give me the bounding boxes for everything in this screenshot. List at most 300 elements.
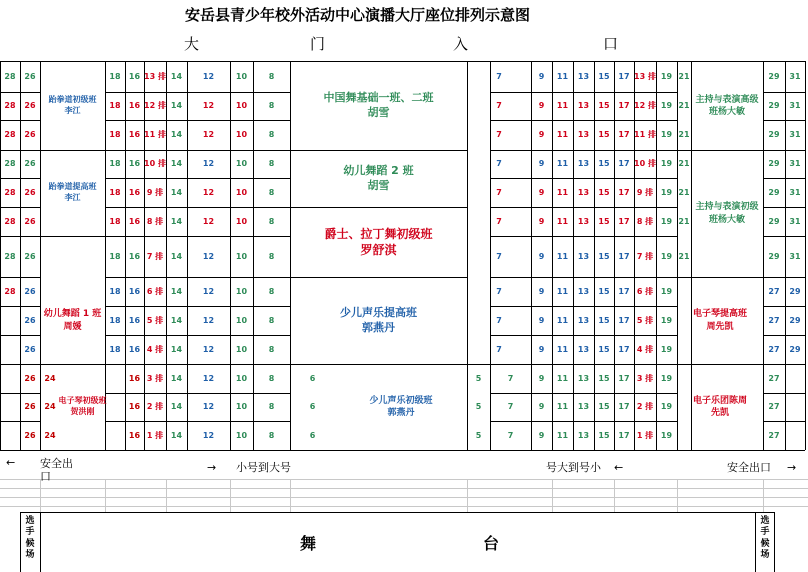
seat-number: 29 bbox=[768, 216, 780, 226]
grid-line bbox=[763, 364, 805, 365]
group-line: 少儿声乐初级班 bbox=[369, 395, 433, 406]
seat-number: 28 bbox=[4, 187, 16, 197]
seat-number: 15 bbox=[598, 101, 610, 110]
seat-number: 29 bbox=[789, 344, 801, 354]
class-group-right-mid bbox=[691, 150, 763, 277]
seat-number: 8 bbox=[268, 159, 275, 168]
seat-number: 13 bbox=[577, 130, 590, 139]
seat-number: 12 bbox=[202, 286, 215, 296]
seat-number: 10 bbox=[235, 344, 248, 354]
seat-number: 15 bbox=[598, 187, 610, 197]
seat-number: 7 bbox=[496, 344, 502, 354]
grid-line bbox=[40, 479, 41, 512]
seat-number: 16 bbox=[128, 344, 141, 354]
seat-number: 15 bbox=[598, 130, 610, 139]
seat-number: 16 bbox=[128, 402, 141, 411]
seat-number: 27 bbox=[768, 373, 780, 383]
seat-number: 29 bbox=[768, 101, 780, 110]
grid-line bbox=[105, 120, 290, 121]
seat-number: 28 bbox=[4, 216, 16, 226]
class-group-center-4 bbox=[290, 277, 467, 364]
seat-number: 31 bbox=[789, 216, 801, 226]
grid-line bbox=[467, 364, 490, 365]
seat-number: 26 bbox=[24, 373, 36, 383]
grid-line bbox=[105, 479, 106, 512]
seat-number: 14 bbox=[170, 130, 183, 139]
seat-number: 14 bbox=[170, 251, 183, 261]
seat-number: 7 bbox=[496, 101, 502, 110]
seat-number: 17 bbox=[618, 315, 630, 325]
seat-number: 7 排 bbox=[636, 251, 654, 261]
seat-number: 28 bbox=[4, 101, 16, 110]
group-line: 李江 bbox=[64, 193, 81, 202]
seat-number: 9 bbox=[538, 286, 545, 296]
seat-number: 19 bbox=[660, 216, 673, 226]
seat-number: 17 bbox=[618, 216, 630, 226]
arrow-left-icon: ← bbox=[6, 456, 16, 469]
seat-number: 15 bbox=[598, 402, 610, 411]
seat-number: 28 bbox=[4, 72, 16, 81]
grid-line bbox=[105, 236, 290, 237]
seat-number: 9 bbox=[538, 402, 545, 411]
class-group-left-top bbox=[40, 62, 105, 150]
class-group-center-3 bbox=[290, 207, 467, 277]
seat-number: 1 排 bbox=[146, 430, 164, 440]
group-line: 少儿声乐提高班 bbox=[340, 305, 417, 319]
grid-line bbox=[0, 479, 808, 480]
seat-number: 29 bbox=[768, 159, 780, 168]
seat-number: 21 bbox=[678, 216, 690, 226]
class-group-left-front bbox=[40, 364, 125, 450]
seat-number: 18 bbox=[109, 72, 121, 81]
seat-number: 6 排 bbox=[636, 286, 654, 296]
seat-number: 12 bbox=[202, 159, 215, 168]
seat-number: 31 bbox=[789, 130, 801, 139]
seat-number: 14 bbox=[170, 159, 183, 168]
seat-number: 6 排 bbox=[146, 286, 164, 296]
seat-number: 21 bbox=[678, 101, 690, 110]
seat-number: 12 bbox=[202, 216, 215, 226]
seat-number: 1 排 bbox=[636, 430, 654, 440]
grid-line bbox=[805, 61, 806, 450]
seat-number: 8 bbox=[268, 216, 275, 226]
stage-label-left: 舞 bbox=[300, 534, 317, 553]
seat-number: 16 bbox=[128, 187, 141, 197]
arrow-right-icon-2: → bbox=[787, 461, 797, 474]
grid-line bbox=[763, 306, 805, 307]
seat-number: 9 bbox=[538, 187, 545, 197]
seat-number: 12 bbox=[202, 402, 215, 411]
seat-number: 12 bbox=[202, 344, 215, 354]
seat-number: 27 bbox=[768, 430, 780, 440]
seat-number: 19 bbox=[660, 101, 673, 110]
seat-number: 19 bbox=[660, 286, 673, 296]
grid-line bbox=[763, 335, 805, 336]
seat-number: 11 排 bbox=[634, 130, 656, 139]
stage-top-border bbox=[20, 512, 774, 513]
seat-number: 10 bbox=[235, 187, 248, 197]
grid-line bbox=[467, 479, 468, 512]
grid-line bbox=[490, 306, 677, 307]
seat-number: 26 bbox=[24, 159, 36, 168]
seat-number: 29 bbox=[789, 315, 801, 325]
seat-number: 8 bbox=[268, 402, 275, 411]
seat-number: 12 排 bbox=[144, 101, 166, 110]
grid-line bbox=[105, 178, 290, 179]
door-char-2: 门 bbox=[310, 35, 326, 53]
seat-number: 2 排 bbox=[636, 402, 654, 411]
group-line: 胡雪 bbox=[367, 106, 390, 119]
seat-number: 7 bbox=[496, 315, 502, 325]
seat-number: 17 bbox=[618, 72, 630, 81]
seat-number: 10 bbox=[235, 286, 248, 296]
grid-line bbox=[105, 277, 290, 278]
seat-number: 3 排 bbox=[146, 373, 164, 383]
grid-line bbox=[677, 479, 678, 512]
seat-number: 12 排 bbox=[634, 101, 656, 110]
grid-line bbox=[490, 92, 677, 93]
seat-number: 12 bbox=[202, 430, 215, 440]
seat-number: 9 bbox=[538, 159, 545, 168]
seat-number: 26 bbox=[24, 187, 36, 197]
grid-line bbox=[763, 178, 805, 179]
seat-number: 17 bbox=[618, 430, 630, 440]
page-title: 安岳县青少年校外活动中心演播大厅座位排列示意图 bbox=[185, 6, 531, 24]
seat-number: 19 bbox=[660, 187, 673, 197]
seat-number: 18 bbox=[109, 251, 121, 261]
seat-number: 9 bbox=[538, 216, 545, 226]
seat-number: 28 bbox=[4, 130, 16, 139]
grid-line bbox=[105, 150, 290, 151]
grid-line bbox=[105, 92, 290, 93]
seat-number: 15 bbox=[598, 159, 610, 168]
seat-number: 31 bbox=[789, 251, 801, 261]
seat-number: 4 排 bbox=[636, 344, 654, 354]
seat-number: 27 bbox=[768, 315, 780, 325]
seat-number: 14 bbox=[170, 286, 183, 296]
seat-number: 7 bbox=[496, 159, 502, 168]
group-line: 班杨大敏 bbox=[708, 107, 745, 117]
seat-number: 10 排 bbox=[144, 159, 166, 168]
seat-number: 18 bbox=[109, 101, 121, 110]
seat-number: 13 排 bbox=[144, 72, 166, 81]
seat-number: 12 bbox=[202, 101, 215, 110]
seat-number: 11 bbox=[556, 315, 569, 325]
seat-number: 26 bbox=[24, 130, 36, 139]
seat-number: 10 bbox=[235, 402, 248, 411]
grid-line bbox=[763, 236, 805, 237]
grid-line bbox=[230, 479, 231, 512]
seat-number: 21 bbox=[678, 251, 690, 261]
group-line: 幼儿舞蹈 2 班 bbox=[343, 163, 414, 177]
seat-number: 19 bbox=[660, 315, 673, 325]
seat-number: 15 bbox=[598, 373, 610, 383]
grid-line bbox=[552, 479, 553, 512]
grid-line bbox=[105, 393, 290, 394]
seat-number: 13 bbox=[577, 251, 590, 261]
seat-number: 14 bbox=[170, 72, 183, 81]
seat-number: 10 bbox=[235, 159, 248, 168]
seat-number: 12 bbox=[202, 251, 215, 261]
seat-number: 10 bbox=[235, 373, 248, 383]
exit-right-label: 安全出口 bbox=[727, 461, 771, 474]
seat-number: 8 bbox=[268, 315, 275, 325]
seat-number: 19 bbox=[660, 373, 673, 383]
seat-number: 7 bbox=[496, 286, 502, 296]
seat-number: 14 bbox=[170, 373, 183, 383]
seat-number: 8 bbox=[268, 373, 275, 383]
seat-number: 9 bbox=[538, 373, 545, 383]
seat-number: 5 bbox=[475, 402, 482, 411]
seat-number: 13 bbox=[577, 72, 590, 81]
grid-line bbox=[187, 364, 230, 365]
group-line: 主持与表演高级 bbox=[695, 94, 759, 105]
grid-line bbox=[763, 207, 805, 208]
seat-number: 27 bbox=[768, 402, 780, 411]
seat-number: 16 bbox=[128, 286, 141, 296]
seat-number: 11 bbox=[556, 430, 569, 440]
seat-number: 10 bbox=[235, 251, 248, 261]
group-line: 先凯 bbox=[710, 408, 729, 418]
seat-number: 11 bbox=[556, 373, 569, 383]
seat-number: 11 bbox=[556, 187, 569, 197]
seat-number: 11 bbox=[556, 286, 569, 296]
seat-number: 26 bbox=[24, 101, 36, 110]
grid-line bbox=[490, 207, 677, 208]
seat-number: 11 bbox=[556, 216, 569, 226]
stage-left-border bbox=[20, 512, 21, 572]
grid-line bbox=[763, 150, 805, 151]
group-line: 电子琴初级班 bbox=[58, 396, 107, 406]
seat-number: 18 bbox=[109, 344, 121, 354]
seat-number: 9 排 bbox=[636, 187, 654, 197]
seat-number: 26 bbox=[24, 72, 36, 81]
grid-line bbox=[763, 120, 805, 121]
grid-line bbox=[763, 421, 805, 422]
seat-number: 13 bbox=[577, 373, 590, 383]
grid-line bbox=[763, 277, 805, 278]
grid-line bbox=[490, 335, 677, 336]
large-to-small-label: 号大到号小 bbox=[546, 461, 601, 474]
small-to-large-label: 小号到大号 bbox=[236, 461, 291, 474]
seat-number: 28 bbox=[4, 251, 16, 261]
seat-number: 16 bbox=[128, 216, 141, 226]
grid-line bbox=[40, 236, 105, 237]
class-group-center-5 bbox=[335, 364, 467, 450]
group-line: 跆拳道提高班 bbox=[48, 182, 97, 192]
seat-number: 21 bbox=[678, 159, 690, 168]
seat-number: 7 bbox=[507, 373, 514, 383]
group-line: 主持与表演初级 bbox=[695, 202, 759, 213]
seat-number: 10 bbox=[235, 430, 248, 440]
seat-number: 26 bbox=[24, 286, 36, 296]
seat-number: 19 bbox=[660, 430, 673, 440]
seat-number: 10 bbox=[235, 101, 248, 110]
seat-number: 18 bbox=[109, 130, 121, 139]
seat-number: 21 bbox=[678, 130, 690, 139]
seat-number: 14 bbox=[170, 101, 183, 110]
exit-left-label: 安全出口 bbox=[40, 457, 73, 484]
seat-number: 26 bbox=[24, 216, 36, 226]
seat-number: 7 bbox=[496, 187, 502, 197]
seat-number: 21 bbox=[678, 72, 690, 81]
seat-number: 11 bbox=[556, 72, 569, 81]
seat-number: 7 bbox=[507, 402, 514, 411]
seat-number: 7 排 bbox=[146, 251, 164, 261]
grid-line bbox=[763, 393, 805, 394]
seat-number: 18 bbox=[109, 315, 121, 325]
seat-number: 14 bbox=[170, 344, 183, 354]
group-line: 周先凯 bbox=[706, 321, 734, 332]
seat-number: 14 bbox=[170, 402, 183, 411]
arrow-right-icon: → bbox=[207, 461, 217, 474]
class-group-right-front bbox=[677, 364, 763, 450]
seat-number: 16 bbox=[128, 430, 141, 440]
seat-number: 26 bbox=[24, 344, 36, 354]
seat-number: 18 bbox=[109, 286, 121, 296]
group-line: 郭燕丹 bbox=[362, 320, 395, 334]
seat-number: 27 bbox=[768, 344, 780, 354]
seat-number: 5 bbox=[475, 373, 482, 383]
seat-number: 4 排 bbox=[146, 344, 164, 354]
seat-number: 12 bbox=[202, 315, 215, 325]
grid-line bbox=[105, 306, 290, 307]
seat-number: 8 排 bbox=[146, 216, 164, 226]
seat-number: 19 bbox=[660, 344, 673, 354]
seat-number: 29 bbox=[768, 251, 780, 261]
seat-number: 12 bbox=[202, 130, 215, 139]
seat-number: 24 bbox=[44, 373, 56, 383]
seat-number: 10 bbox=[235, 72, 248, 81]
seat-number: 8 排 bbox=[636, 216, 654, 226]
seat-number: 12 bbox=[202, 187, 215, 197]
group-line: 跆拳道初级班 bbox=[48, 95, 97, 105]
group-line: 幼儿舞蹈 1 班 bbox=[43, 309, 102, 320]
door-char-3: 入 bbox=[453, 35, 469, 53]
seat-number: 9 bbox=[538, 101, 545, 110]
seat-number: 14 bbox=[170, 315, 183, 325]
seat-number: 9 bbox=[538, 430, 545, 440]
class-group-center-1 bbox=[290, 62, 467, 150]
seat-number: 14 bbox=[170, 187, 183, 197]
seat-number: 16 bbox=[128, 72, 141, 81]
seat-number: 13 bbox=[577, 216, 590, 226]
seat-number: 12 bbox=[202, 373, 215, 383]
class-group-left-mid bbox=[40, 150, 105, 236]
seat-number: 31 bbox=[789, 159, 801, 168]
seat-number: 26 bbox=[24, 251, 36, 261]
grid-line bbox=[763, 479, 764, 512]
seat-number: 18 bbox=[109, 187, 121, 197]
seat-number: 31 bbox=[789, 101, 801, 110]
seat-number: 16 bbox=[128, 251, 141, 261]
seat-number: 13 bbox=[577, 286, 590, 296]
seat-number: 11 bbox=[556, 251, 569, 261]
grid-line bbox=[0, 497, 808, 498]
seat-number: 26 bbox=[24, 402, 36, 411]
seat-number: 17 bbox=[618, 187, 630, 197]
seat-number: 16 bbox=[128, 159, 141, 168]
seat-number: 19 bbox=[660, 402, 673, 411]
seat-number: 31 bbox=[789, 72, 801, 81]
wait-area-right: 选手候场 bbox=[760, 516, 770, 560]
wait-right-border bbox=[755, 512, 756, 572]
seat-number: 17 bbox=[618, 130, 630, 139]
seat-number: 15 bbox=[598, 430, 610, 440]
seat-number: 7 bbox=[507, 430, 514, 440]
grid-line bbox=[490, 178, 677, 179]
seat-number: 10 排 bbox=[634, 159, 656, 168]
seat-number: 6 bbox=[309, 373, 316, 383]
seat-number: 29 bbox=[789, 286, 801, 296]
group-line: 周媛 bbox=[63, 321, 82, 332]
grid-line bbox=[0, 506, 808, 507]
seat-number: 8 bbox=[268, 130, 275, 139]
seat-number: 29 bbox=[768, 72, 780, 81]
seat-number: 17 bbox=[618, 159, 630, 168]
seat-number: 8 bbox=[268, 101, 275, 110]
group-line: 中国舞基础一班、二班 bbox=[323, 91, 434, 105]
seat-number: 8 bbox=[268, 344, 275, 354]
grid-line bbox=[490, 364, 677, 365]
seat-number: 13 排 bbox=[634, 72, 656, 81]
seat-number: 13 bbox=[577, 187, 590, 197]
door-char-1: 大 bbox=[184, 35, 200, 53]
seat-number: 15 bbox=[598, 286, 610, 296]
seat-number: 13 bbox=[577, 159, 590, 168]
seat-number: 14 bbox=[170, 430, 183, 440]
seat-number: 18 bbox=[109, 159, 121, 168]
grid-line bbox=[763, 92, 805, 93]
group-line: 班杨大敏 bbox=[708, 214, 745, 225]
group-line: 李江 bbox=[64, 106, 81, 115]
door-char-4: 口 bbox=[603, 35, 619, 53]
grid-line bbox=[490, 120, 677, 121]
group-line: 电子琴提高班 bbox=[692, 309, 747, 320]
seat-number: 19 bbox=[660, 130, 673, 139]
seat-number: 27 bbox=[768, 286, 780, 296]
seat-number: 13 bbox=[577, 315, 590, 325]
stage-label-right: 台 bbox=[483, 534, 500, 553]
grid-line bbox=[0, 488, 808, 489]
seat-number: 13 bbox=[577, 430, 590, 440]
seat-number: 12 bbox=[202, 72, 215, 81]
arrow-left-icon-2: ← bbox=[614, 461, 624, 474]
seat-number: 9 bbox=[538, 130, 545, 139]
seat-number: 7 bbox=[496, 216, 502, 226]
seat-number: 6 bbox=[309, 430, 316, 440]
seat-number: 11 bbox=[556, 130, 569, 139]
seat-number: 5 排 bbox=[636, 315, 654, 325]
seat-number: 19 bbox=[660, 72, 673, 81]
seat-number: 29 bbox=[768, 130, 780, 139]
seat-number: 11 bbox=[556, 159, 569, 168]
seat-number: 17 bbox=[618, 251, 630, 261]
seat-number: 9 排 bbox=[146, 187, 164, 197]
seat-number: 17 bbox=[618, 101, 630, 110]
seat-number: 5 bbox=[475, 430, 482, 440]
seat-number: 7 bbox=[496, 72, 502, 81]
seat-number: 13 bbox=[577, 402, 590, 411]
group-line: 罗舒淇 bbox=[360, 243, 397, 257]
seat-number: 11 bbox=[556, 101, 569, 110]
wait-left-border bbox=[40, 512, 41, 572]
seat-number: 11 bbox=[556, 402, 569, 411]
seat-number: 17 bbox=[618, 344, 630, 354]
seat-number: 10 bbox=[235, 216, 248, 226]
seat-number: 24 bbox=[44, 402, 56, 411]
seat-number: 3 排 bbox=[636, 373, 654, 383]
